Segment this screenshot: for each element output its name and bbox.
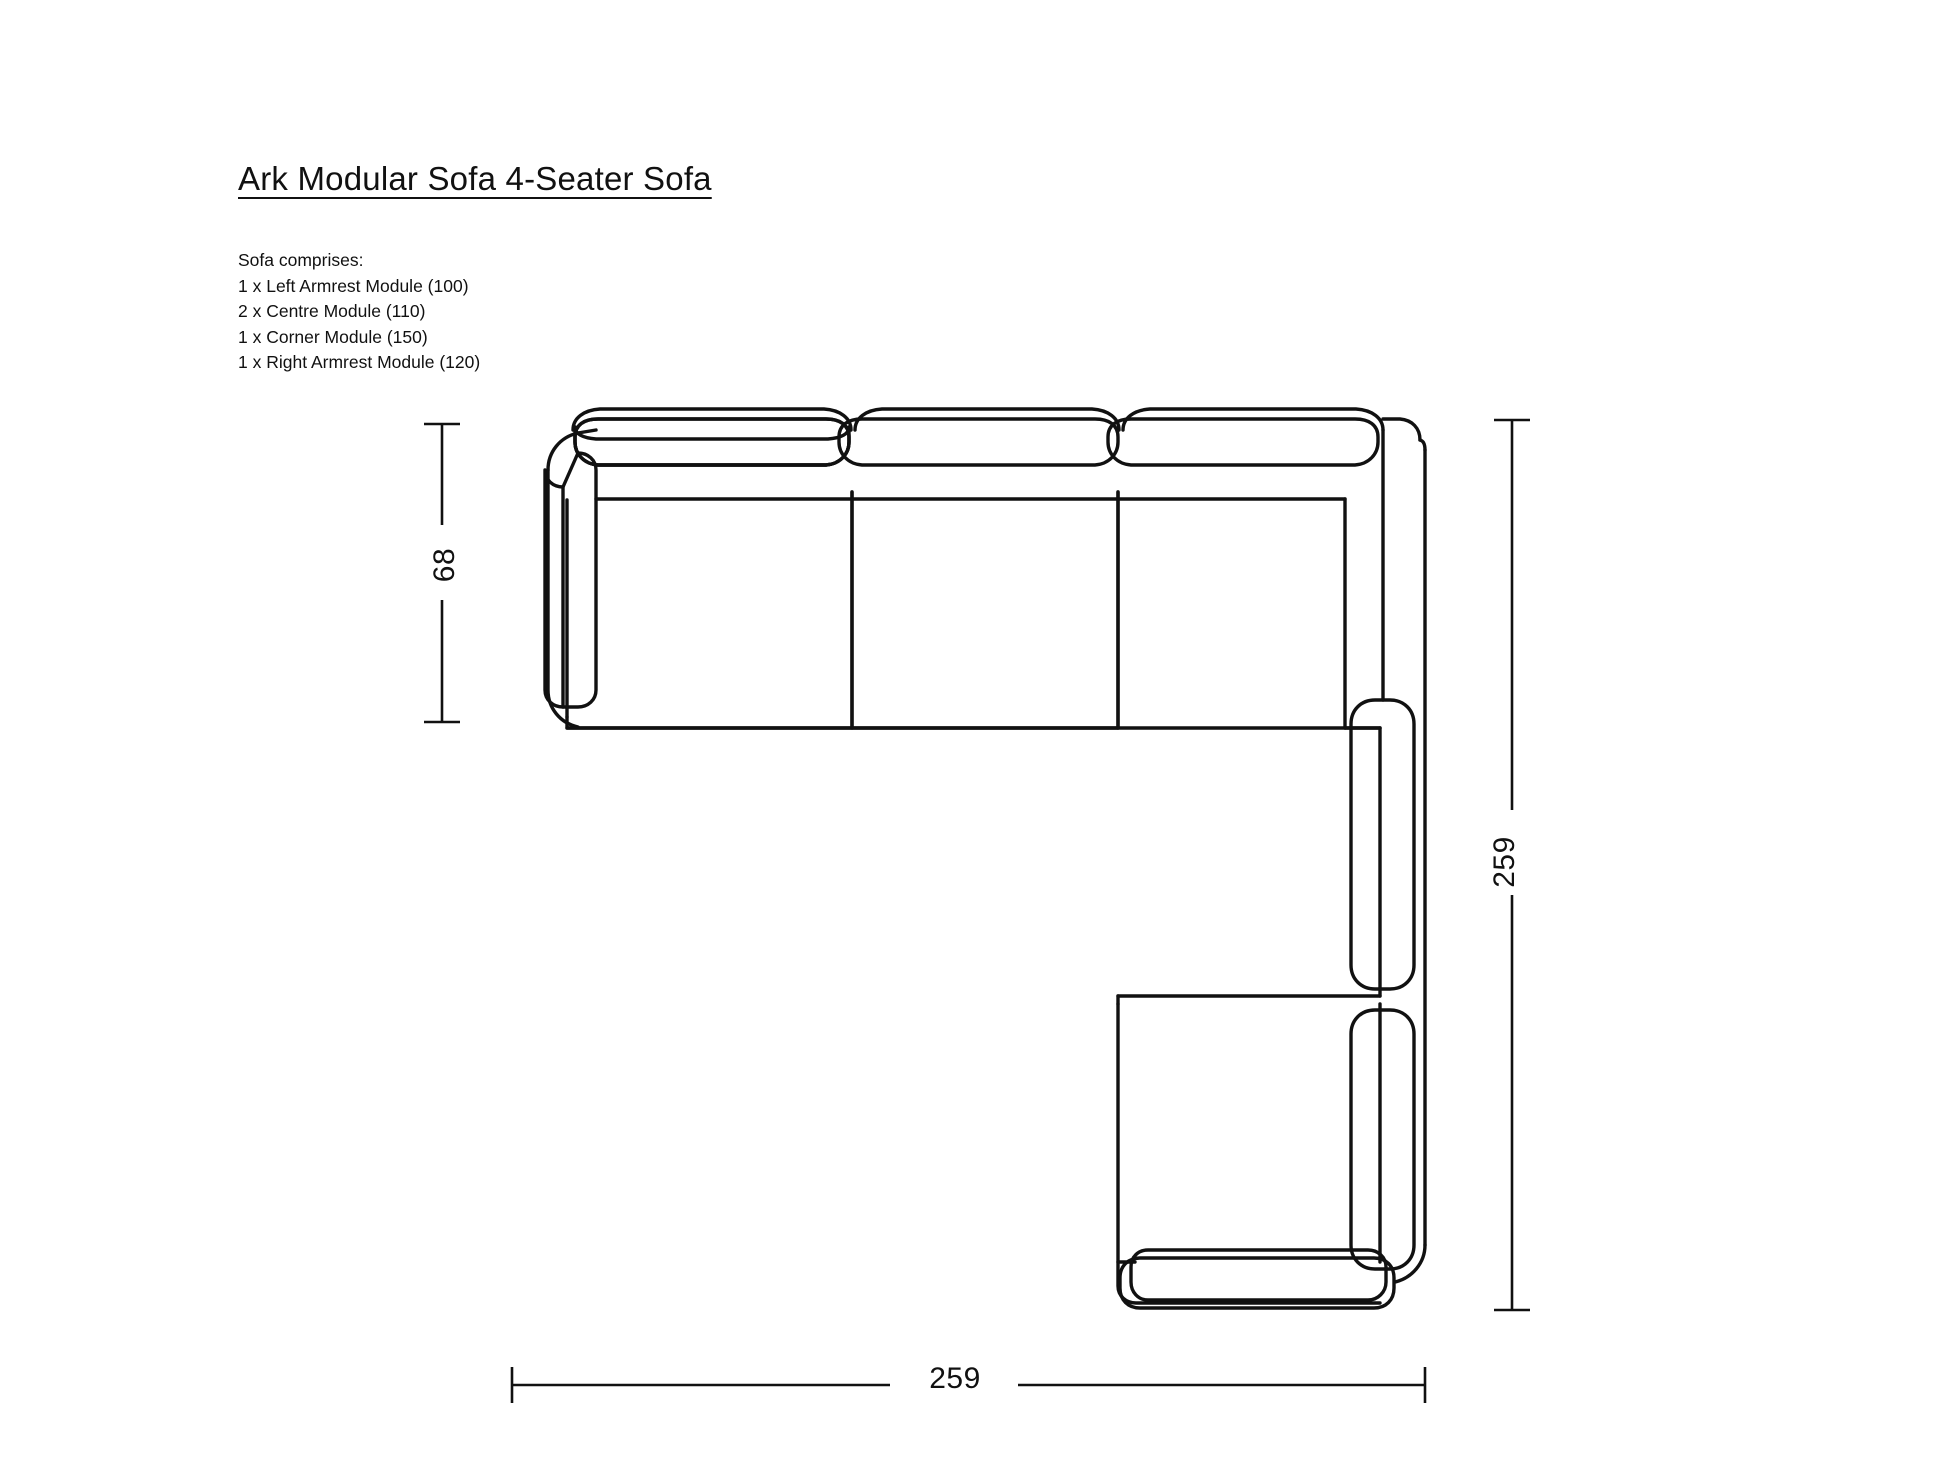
dimension-label-height: 259 [1488,836,1521,888]
backrest-cushion-left [575,419,849,465]
dimension-lines [424,420,1530,1403]
sofa-outline [548,409,1425,1308]
centre-module-1 [852,492,1118,728]
corner-module [1118,728,1380,1004]
centre-module-2 [1118,492,1380,728]
seat-seams [567,499,1380,728]
dimension-label-width: 259 [929,1362,981,1395]
comprises-item: 1 x Corner Module (150) [238,326,428,347]
comprises-heading: Sofa comprises: [238,250,364,270]
page-title: Ark Modular Sofa 4-Seater Sofa [238,160,712,197]
left-armrest-outer [548,470,578,727]
comprises-item: 1 x Right Armrest Module (120) [238,352,481,372]
comprises-item: 1 x Left Armrest Module (100) [238,275,469,296]
comprises-item: 2 x Centre Module (110) [238,301,426,321]
dimension-label-depth: 68 [428,547,461,583]
left-armrest-module [545,453,852,728]
